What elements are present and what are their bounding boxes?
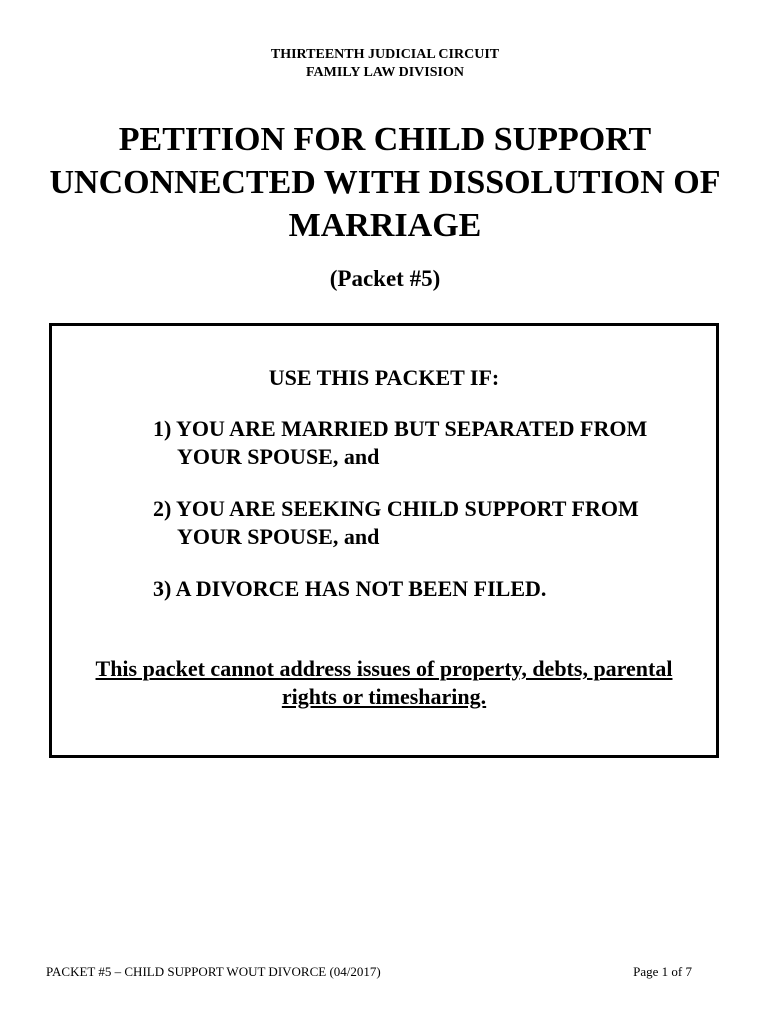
title-line-3: MARRIAGE (288, 207, 482, 244)
court-name: THIRTEENTH JUDICIAL CIRCUIT (270, 47, 500, 62)
condition-text: 1) YOU ARE MARRIED BUT SEPARATED FROM (153, 416, 648, 441)
condition-text: 2) YOU ARE SEEKING CHILD SUPPORT FROM (153, 496, 639, 521)
title-line-2: UNCONNECTED WITH DISSOLUTION OF (49, 164, 721, 201)
footer-packet-info: PACKET #5 – CHILD SUPPORT WOUT DIVORCE (04/2017) (46, 964, 381, 979)
condition-item (153, 495, 693, 551)
court-header (0, 46, 770, 82)
condition-item (153, 415, 693, 471)
instructions-box (49, 323, 719, 758)
condition-text: 3) A DIVORCE HAS NOT BEEN FILED. (153, 576, 547, 601)
condition-text-continued: YOUR SPOUSE, and (177, 524, 380, 549)
page-footer (46, 964, 692, 980)
division-name: FAMILY LAW DIVISION (306, 65, 464, 80)
condition-item (153, 575, 693, 603)
warning-line-2: rights or timesharing. (281, 684, 487, 709)
scope-warning (52, 655, 716, 711)
document-title (0, 118, 770, 247)
page-number: Page 1 of 7 (633, 964, 692, 979)
condition-text-continued: YOUR SPOUSE, and (177, 444, 380, 469)
box-heading: USE THIS PACKET IF: (268, 365, 500, 390)
title-line-1: PETITION FOR CHILD SUPPORT (118, 121, 652, 158)
packet-label: (Packet #5) (329, 266, 441, 291)
warning-line-1: This packet cannot address issues of property, debts, parental (95, 656, 673, 681)
